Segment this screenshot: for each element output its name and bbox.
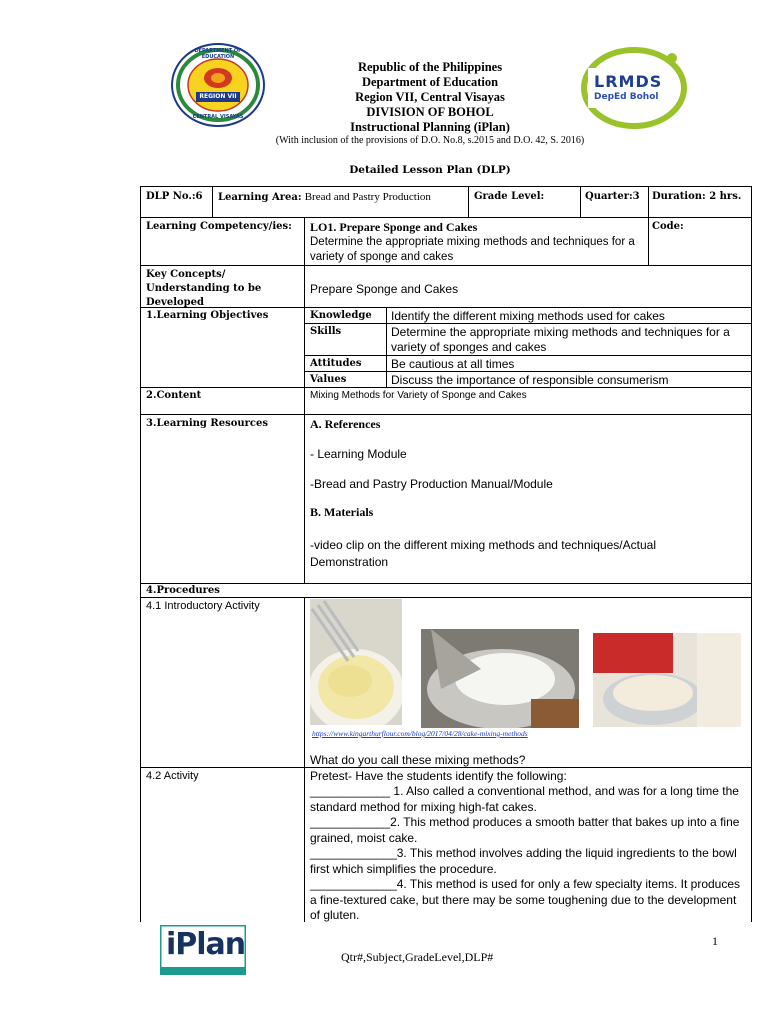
references-heading: A. References	[310, 417, 381, 431]
materials-video-clip: -video clip on the different mixing methods and techniques/Actual Demonstration	[310, 538, 656, 569]
objective-attitudes-value: Be cautious at all times	[391, 357, 515, 371]
materials-heading: B. Materials	[310, 505, 374, 519]
objective-skills-value: Determine the appropriate mixing methods and techniques for a variety of sponges and cakes	[391, 325, 730, 354]
seal-top-text: DEPARTMENT OF EDUCATION	[194, 48, 242, 60]
egg-whites-mixing-photo	[421, 629, 579, 728]
key-concepts-value: Prepare Sponge and Cakes	[310, 282, 459, 296]
resources-label: 3.Learning Resources	[146, 418, 268, 429]
intro-activity-label: 4.1 Introductory Activity	[146, 600, 260, 612]
pretest-item-3: _____________3. This method involves adding the liquid ingredients to the bowl first which simplifies the procedure.	[310, 846, 737, 876]
image-source-link-text[interactable]: https://www.kingarthurflour.com/blog/2017/04/28/cake-mixing-methods	[312, 729, 528, 738]
competency-label: Learning Competency/ies:	[146, 221, 292, 232]
header-region: Region VII, Central Visayas	[355, 90, 505, 104]
key-concepts-label: Key Concepts/ Understanding to be Developed	[146, 269, 262, 308]
objective-attitudes-label: Attitudes	[310, 358, 362, 369]
content-value: Mixing Methods for Variety of Sponge and Cakes	[310, 390, 527, 401]
pretest-instructions: Pretest- Have the students identify the following:	[310, 769, 567, 783]
objective-skills-label: Skills	[310, 326, 342, 337]
pretest-item-1: ____________ 1. Also called a conventional method, and was for a long time the standard method for mixing high-fat cakes.	[310, 784, 739, 814]
competency-text: Determine the appropriate mixing methods and techniques for a variety of sponge and cakes	[310, 236, 635, 263]
learning-area-label: Learning Area:	[218, 192, 302, 203]
learning-area	[218, 191, 431, 204]
competency-title: LO1. Prepare Sponge and Cakes	[310, 220, 478, 234]
objective-values-value: Discuss the importance of responsible consumerism	[391, 373, 669, 387]
pretest-item-2: ____________2. This method produces a smooth batter that bakes up into a fine grained, moist cake.	[310, 815, 740, 845]
dlp-number: DLP No.:6	[146, 191, 203, 202]
intro-question: What do you call these mixing methods?	[310, 753, 526, 767]
content-label: 2.Content	[146, 390, 202, 401]
lrmds-subtitle: DepEd Bohol	[594, 92, 659, 102]
header-republic: Republic of the Philippines	[357, 60, 503, 74]
iplan-logo	[160, 925, 246, 975]
iplan-logo-text: iPlan	[166, 927, 246, 962]
duration-label: Duration: 2 hrs.	[652, 191, 742, 202]
stand-mixer-photo	[593, 633, 741, 727]
pretest-item-4: _____________4. This method is used for only a few specialty items. It produces a fine-textured cake, but there may be some toughening due to the development of gluten.	[310, 877, 741, 922]
objective-knowledge-value: Identify the different mixing methods used for cakes	[391, 309, 665, 323]
code-label: Code:	[652, 221, 684, 232]
objectives-label: 1.Learning Objectives	[146, 310, 269, 321]
reference-learning-module: - Learning Module	[310, 447, 407, 461]
footer-text: Qtr#,Subject,GradeLevel,DLP#	[341, 950, 494, 964]
reference-manual: -Bread and Pastry Production Manual/Module	[310, 477, 553, 491]
image-source-link[interactable]	[312, 728, 528, 740]
page-number: 1	[712, 934, 718, 948]
activity-label: 4.2 Activity	[146, 770, 199, 782]
grade-level-label: Grade Level:	[474, 191, 545, 202]
procedures-label: 4.Procedures	[146, 585, 220, 596]
header-department: Department of Education	[361, 75, 499, 89]
learning-area-value: Bread and Pastry Production	[304, 191, 431, 203]
objective-values-label: Values	[310, 374, 347, 385]
header-division: DIVISION OF BOHOL	[366, 105, 494, 119]
document-header	[250, 60, 610, 147]
dlp-title: Detailed Lesson Plan (DLP)	[349, 164, 511, 176]
header-provisions: (With inclusion of the provisions of D.O. No.8, s.2015 and D.O. 42, S. 2016)	[275, 135, 585, 146]
lrmds-title: LRMDS	[594, 72, 663, 91]
header-iplan: Instructional Planning (iPlan)	[350, 120, 510, 134]
cake-batter-whisk-photo	[310, 599, 402, 725]
quarter-label: Quarter:3	[585, 191, 640, 202]
seal-center-text: REGION VII	[199, 93, 237, 100]
seal-bottom-text: CENTRAL VISAYAS	[192, 114, 244, 120]
objective-knowledge-label: Knowledge	[310, 310, 372, 321]
